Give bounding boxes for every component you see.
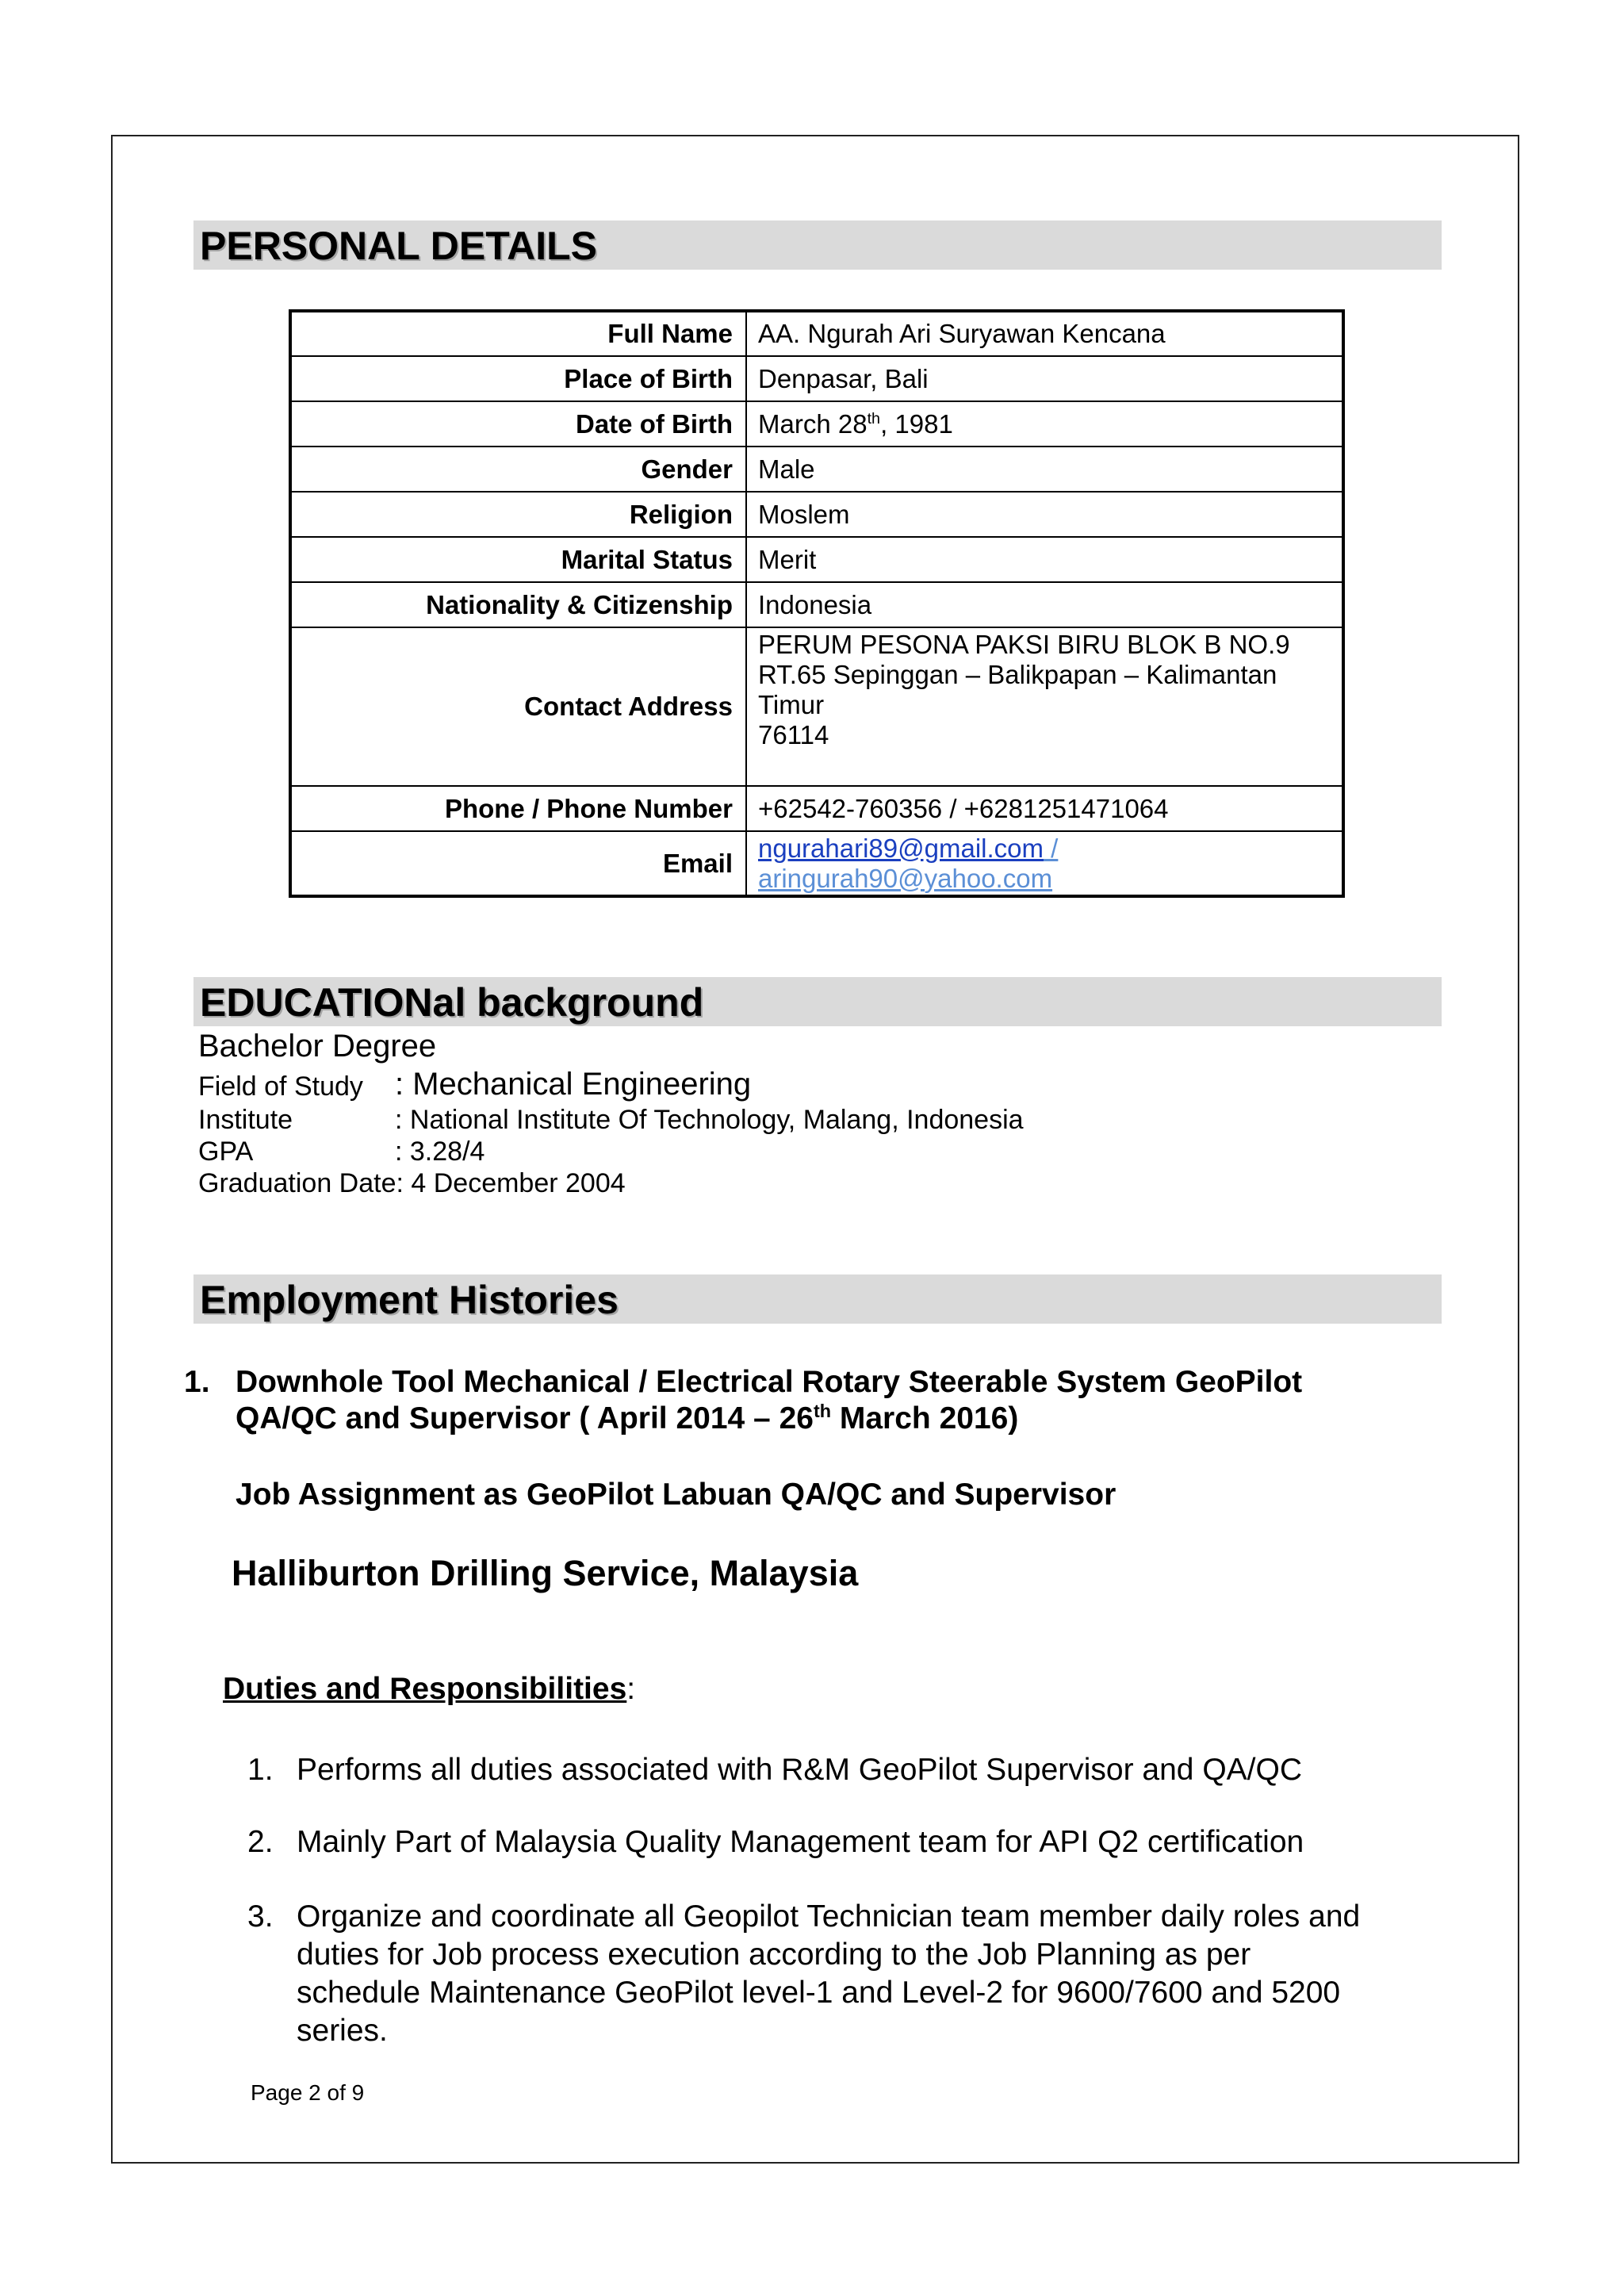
education-heading-bar xyxy=(193,977,1442,1026)
marital-status-label: Marital Status xyxy=(290,537,746,582)
full-name-label: Full Name xyxy=(290,311,746,356)
phone-value: +62542-760356 / +6281251471064 xyxy=(746,786,1343,831)
institute-label: Institute xyxy=(198,1105,293,1135)
employment-heading-bar xyxy=(193,1274,1442,1324)
personal-details-table xyxy=(289,309,1345,898)
place-of-birth-value: Denpasar, Bali xyxy=(746,356,1343,401)
address-line: 76114 xyxy=(758,720,829,749)
education-heading: EDUCATIONal background xyxy=(200,980,704,1025)
email-link-yahoo[interactable]: aringurah90@yahoo.com xyxy=(758,863,1053,893)
contact-address-value xyxy=(746,627,1343,786)
email-link-gmail[interactable]: ngurahari89@gmail.com xyxy=(758,833,1044,863)
address-line: RT.65 Sepinggan – Balikpapan – Kalimantan xyxy=(758,660,1277,689)
row-place-of-birth xyxy=(290,356,1343,401)
row-gender xyxy=(290,447,1343,492)
marital-status-value: Merit xyxy=(746,537,1343,582)
duty-text: schedule Maintenance GeoPilot level-1 and Level-2 for 9600/7600 and 5200 xyxy=(297,1976,1341,2010)
gpa-value: : 3.28/4 xyxy=(395,1137,485,1167)
duty-text: series. xyxy=(297,2014,388,2048)
degree: Bachelor Degree xyxy=(198,1029,437,1064)
page-number: Page 2 of 9 xyxy=(251,2080,365,2105)
field-of-study-label: Field of Study xyxy=(198,1071,363,1102)
nationality-value: Indonesia xyxy=(746,582,1343,627)
address-line: Timur xyxy=(758,690,825,719)
row-phone xyxy=(290,786,1343,831)
email-label: Email xyxy=(290,831,746,896)
job-number: 1. xyxy=(184,1365,210,1399)
nationality-label: Nationality & Citizenship xyxy=(290,582,746,627)
duty-text: Performs all duties associated with R&M GeoPilot Supervisor and QA/QC xyxy=(297,1753,1303,1787)
duty-text: duties for Job process execution according to the Job Planning as per xyxy=(297,1938,1251,1972)
job-title-line2: QA/QC and Supervisor ( April 2014 – 26th March 2016) xyxy=(236,1401,1019,1435)
company-name: Halliburton Drilling Service, Malaysia xyxy=(232,1553,859,1593)
full-name-value: AA. Ngurah Ari Suryawan Kencana xyxy=(746,311,1343,356)
phone-label: Phone / Phone Number xyxy=(290,786,746,831)
duty-number: 2. xyxy=(247,1825,274,1859)
graduation-date: Graduation Date: 4 December 2004 xyxy=(198,1168,626,1198)
contact-address-label: Contact Address xyxy=(290,627,746,786)
personal-details-heading: PERSONAL DETAILS xyxy=(200,224,597,268)
gpa-label: GPA xyxy=(198,1137,254,1167)
place-of-birth-label: Place of Birth xyxy=(290,356,746,401)
row-full-name xyxy=(290,311,1343,356)
job-assignment: Job Assignment as GeoPilot Labuan QA/QC and Supervisor xyxy=(236,1478,1116,1512)
duty-number: 1. xyxy=(247,1753,274,1787)
religion-label: Religion xyxy=(290,492,746,537)
duty-number: 3. xyxy=(247,1899,274,1934)
institute-value: : National Institute Of Technology, Malang, Indonesia xyxy=(395,1105,1024,1135)
row-contact-address xyxy=(290,627,1343,786)
date-of-birth-value: March 28th, 1981 xyxy=(746,401,1343,447)
email-value xyxy=(746,831,1343,896)
duties-heading: Duties and Responsibilities xyxy=(223,1672,627,1706)
job-title-line1: Downhole Tool Mechanical / Electrical Rotary Steerable System GeoPilot xyxy=(236,1365,1303,1399)
row-email xyxy=(290,831,1343,896)
row-nationality xyxy=(290,582,1343,627)
duty-text: Organize and coordinate all Geopilot Technician team member daily roles and xyxy=(297,1899,1361,1934)
duties-heading-line: Duties and Responsibilities: xyxy=(223,1672,636,1706)
employment-heading: Employment Histories xyxy=(200,1278,619,1322)
row-date-of-birth xyxy=(290,401,1343,447)
row-religion xyxy=(290,492,1343,537)
personal-details-heading-bar xyxy=(193,220,1442,270)
email-separator: / xyxy=(1044,833,1059,863)
religion-value: Moslem xyxy=(746,492,1343,537)
address-line: PERUM PESONA PAKSI BIRU BLOK B NO.9 xyxy=(758,630,1290,659)
date-of-birth-label: Date of Birth xyxy=(290,401,746,447)
row-marital-status xyxy=(290,537,1343,582)
gender-label: Gender xyxy=(290,447,746,492)
field-of-study-value: : Mechanical Engineering xyxy=(395,1067,752,1102)
gender-value: Male xyxy=(746,447,1343,492)
duty-text: Mainly Part of Malaysia Quality Management team for API Q2 certification xyxy=(297,1825,1304,1859)
